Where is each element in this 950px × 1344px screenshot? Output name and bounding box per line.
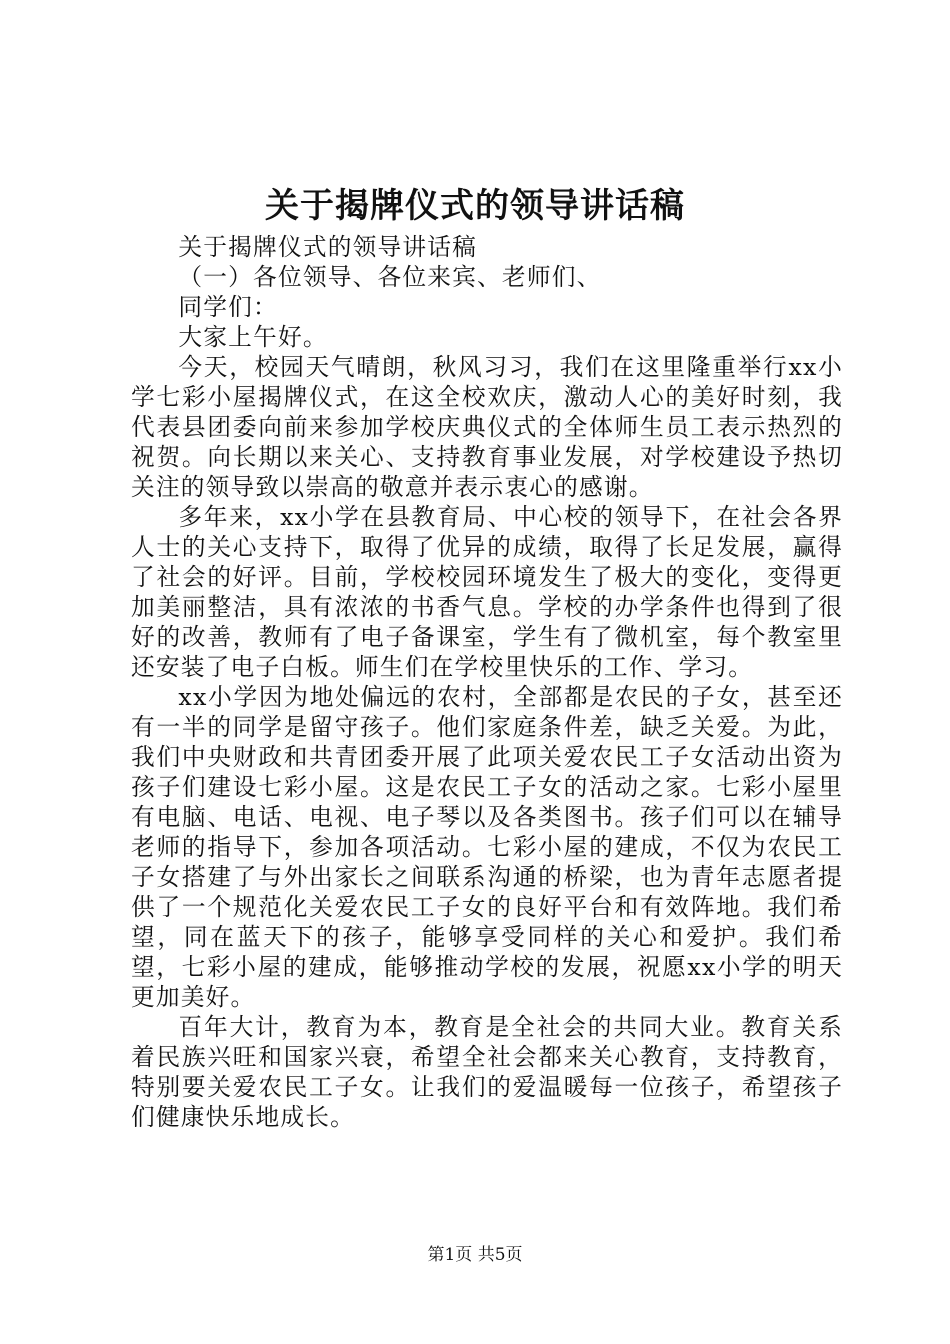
document-title: 关于揭牌仪式的领导讲话稿 — [265, 186, 685, 226]
paragraph-body: 今天，校园天气晴朗，秋风习习，我们在这里隆重举行xx小学七彩小屋揭牌仪式，在这全校欢庆，激动人心的美好时刻，我代表县团委向前来参加学校庆典仪式的全体师生员工表示热烈的祝贺。向长期以来关心、支持教育事业发展，对学校建设予热切关注的领导致以崇高的敬意并表示衷心的感谢。 — [131, 353, 843, 501]
paragraph-body: 百年大计，教育为本，教育是全社会的共同大业。教育关系着民族兴旺和国家兴衰，希望全社会都来关心教育，支持教育，特别要关爱农民工子女。让我们的爱温暖每一位孩子，希望孩子们健康快乐地成长。 — [131, 1013, 843, 1131]
paragraph-subtitle: 关于揭牌仪式的领导讲话稿 — [178, 233, 478, 261]
document-body — [131, 232, 843, 1132]
page-number-footer: 第1页 共5页 — [427, 1245, 523, 1265]
paragraph-salutation-cont: 同学们： — [178, 293, 278, 321]
paragraph-body: xx小学因为地处偏远的农村，全部都是农民的子女，甚至还有一半的同学是留守孩子。他们家庭条件差，缺乏关爱。为此，我们中央财政和共青团委开展了此项关爱农民工子女活动出资为孩子们建设七彩小屋。这是农民工子女的活动之家。七彩小屋里有电脑、电话、电视、电子琴以及各类图书。孩子们可以在辅导老师的指导下，参加各项活动。七彩小屋的建成，不仅为农民工子女搭建了与外出家长之间联系沟通的桥梁，也为青年志愿者提供了一个规范化关爱农民工子女的良好平台和有效阵地。我们希望，同在蓝天下的孩子，能够享受同样的关心和爱护。我们希望，七彩小屋的建成，能够推动学校的发展，祝愿xx小学的明天更加美好。 — [131, 683, 843, 1011]
paragraph-salutation: （一）各位领导、各位来宾、老师们、 — [178, 263, 602, 291]
paragraph-body: 多年来，xx小学在县教育局、中心校的领导下，在社会各界人士的关心支持下，取得了优异的成绩，取得了长足发展，赢得了社会的好评。目前，学校校园环境发生了极大的变化，变得更加美丽整洁，具有浓浓的书香气息。学校的办学条件也得到了很好的改善，教师有了电子备课室，学生有了微机室，每个教室里还安装了电子白板。师生们在学校里快乐的工作、学习。 — [131, 503, 843, 681]
paragraph-greeting: 大家上午好。 — [178, 323, 328, 351]
